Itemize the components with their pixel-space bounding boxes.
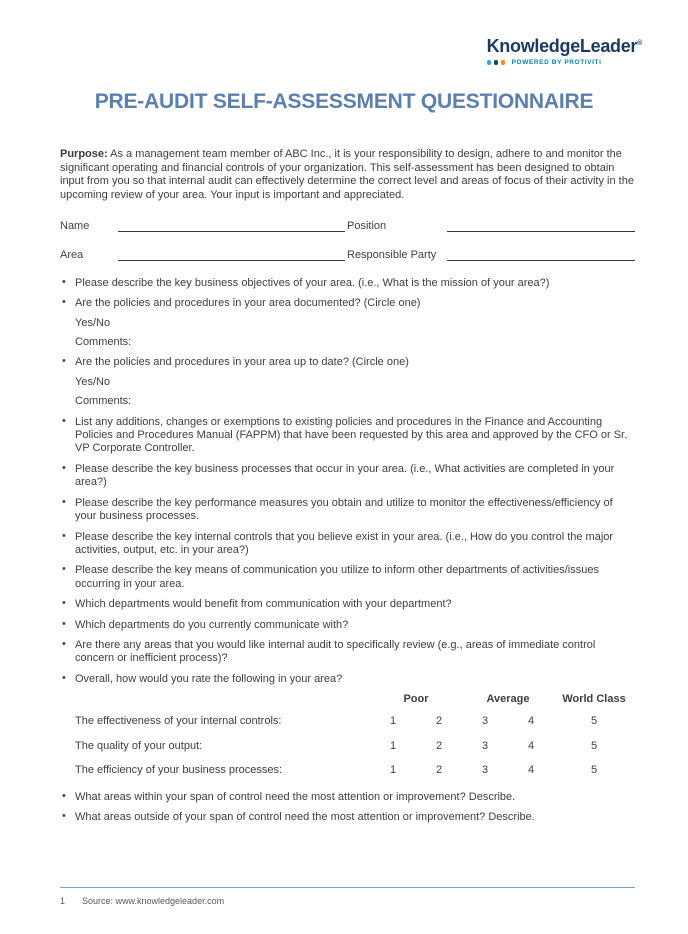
rating-row-process-efficiency	[60, 758, 635, 783]
rating-table	[60, 693, 635, 783]
bullet-item	[60, 639, 635, 666]
rating-value-4: 4	[527, 739, 535, 752]
bullet-text: What areas outside of your span of control need the most attention or improvement? Describe.	[75, 811, 535, 824]
bullet-text: Please describe the key performance measures you obtain and utilize to monitor the effectiveness/efficiency of your business processes.	[75, 496, 613, 523]
logo-brand-text: KnowledgeLeader®	[486, 36, 642, 56]
rating-value-3: 3	[481, 715, 489, 728]
bullet-text: Are the policies and procedures in your area documented? (Circle one)	[75, 297, 421, 310]
bullet-text: What areas within your span of control need the most attention or improvement? Describe.	[75, 790, 516, 803]
bullet-text: Please describe the key internal controls that you believe exist in your area. (i.e., How do you control the major activities, output, etc. in your area?)	[75, 530, 614, 556]
bullet-text: Please describe the key business objectives of your area. (i.e., What is the mission of your area?)	[75, 276, 550, 289]
bullet-item	[60, 356, 635, 408]
source-text: Source: www.knowledgeleader.com	[82, 896, 225, 906]
bullet-item	[60, 619, 635, 632]
rating-value-1: 1	[389, 715, 397, 728]
document-page	[0, 34, 688, 934]
bullet-item	[60, 811, 635, 824]
rating-value-5: 5	[590, 715, 598, 728]
purpose-text: As a management team member of ABC Inc., it is your responsibility to design, adhere to and monitor the significant operating and financial controls of your organization. This self-assessment has been designed to obtain input from you so that internal audit can effectively determine the correct level and areas of focus of their activity in the upcoming review of your area. Your input is important and appreciated.	[60, 148, 634, 202]
rating-value-1: 1	[389, 764, 397, 777]
rating-header-row	[60, 693, 635, 705]
name-field-label: Name	[60, 219, 90, 232]
bullet-text: Are there any areas that you would like internal audit to specifically review (e.g., areas of immediate control concern or inefficient process)?	[75, 638, 596, 665]
logo-dot-navy-icon	[494, 60, 499, 65]
closing-question-list	[60, 791, 635, 825]
knowledgeleader-logo	[487, 34, 642, 66]
rating-value-2: 2	[435, 764, 443, 777]
bullet-item	[60, 791, 635, 804]
rating-value-3: 3	[481, 764, 489, 777]
bullet-text: Which departments do you currently communicate with?	[75, 618, 349, 631]
rating-header-poor: Poor	[403, 693, 429, 706]
rating-header-average: Average	[486, 693, 530, 706]
rating-row-label: The efficiency of your business processes:	[75, 764, 283, 777]
logo-dot-blue-icon	[487, 60, 492, 65]
field-row-name-position	[60, 219, 635, 232]
logo-dot-orange-icon	[501, 60, 506, 65]
page-number: 1	[60, 896, 66, 906]
rating-value-3: 3	[481, 739, 489, 752]
bullet-text: Which departments would benefit from communication with your department?	[75, 598, 452, 611]
purpose-paragraph	[60, 148, 635, 203]
logo-tagline-row	[487, 59, 642, 66]
bullet-item	[60, 463, 635, 490]
bullet-item	[60, 673, 635, 686]
yes-no-option: Yes/No	[75, 316, 111, 329]
bullet-text: Please describe the key means of communication you utilize to inform other departments of activities/issues occurring in your area.	[75, 564, 599, 590]
bullet-text: List any additions, changes or exemptions to existing policies and procedures in the Finance and Accounting Policies and Procedures Manual (FAPPM) that have been requested by this area and approved by the CFO or Sr. VP Corporate Controller.	[75, 415, 628, 455]
responsible-party-field-label: Responsible Party	[347, 248, 437, 261]
question-list	[60, 277, 635, 686]
bullet-text: Are the policies and procedures in your area up to date? (Circle one)	[75, 356, 409, 369]
area-field-label: Area	[60, 248, 84, 261]
page-title: PRE-AUDIT SELF-ASSESSMENT QUESTIONNAIRE	[94, 90, 594, 113]
logo-tagline-text: POWERED BY PROTIVITI	[511, 59, 602, 66]
rating-value-5: 5	[590, 739, 598, 752]
bullet-item	[60, 297, 635, 349]
position-field-blank	[447, 220, 635, 232]
purpose-label: Purpose:	[60, 148, 108, 160]
rating-row-internal-controls	[60, 709, 635, 734]
rating-value-4: 4	[527, 715, 535, 728]
bullet-text: Overall, how would you rate the following in your area?	[75, 672, 343, 685]
page-footer	[60, 887, 635, 906]
bullet-item	[60, 497, 635, 524]
bullet-item	[60, 598, 635, 611]
fill-in-fields	[60, 219, 635, 261]
rating-header-world-class: World Class	[562, 693, 626, 706]
bullet-item	[60, 531, 635, 558]
document-content	[60, 148, 635, 824]
bullet-item	[60, 564, 635, 591]
rating-value-4: 4	[527, 764, 535, 777]
field-row-area-responsible	[60, 248, 635, 261]
area-field-blank	[118, 249, 345, 261]
responsible-party-field-blank	[447, 249, 635, 261]
footer-text-row	[60, 896, 635, 906]
footer-divider	[60, 887, 635, 888]
rating-value-5: 5	[590, 764, 598, 777]
comments-label: Comments:	[75, 336, 132, 349]
rating-row-output-quality	[60, 734, 635, 759]
bullet-item	[60, 416, 635, 456]
registered-trademark-icon: ®	[637, 40, 642, 47]
yes-no-option: Yes/No	[75, 375, 111, 388]
rating-value-2: 2	[435, 739, 443, 752]
name-field-blank	[118, 220, 345, 232]
rating-row-label: The quality of your output:	[75, 739, 203, 752]
bullet-text: Please describe the key business processes that occur in your area. (i.e., What activities are completed in your area?)	[75, 462, 615, 489]
rating-value-1: 1	[389, 739, 397, 752]
position-field-label: Position	[347, 219, 387, 232]
bullet-item	[60, 277, 635, 290]
rating-header-spacer	[60, 693, 370, 705]
rating-value-2: 2	[435, 715, 443, 728]
comments-label: Comments:	[75, 395, 132, 408]
rating-row-label: The effectiveness of your internal controls:	[75, 715, 282, 728]
